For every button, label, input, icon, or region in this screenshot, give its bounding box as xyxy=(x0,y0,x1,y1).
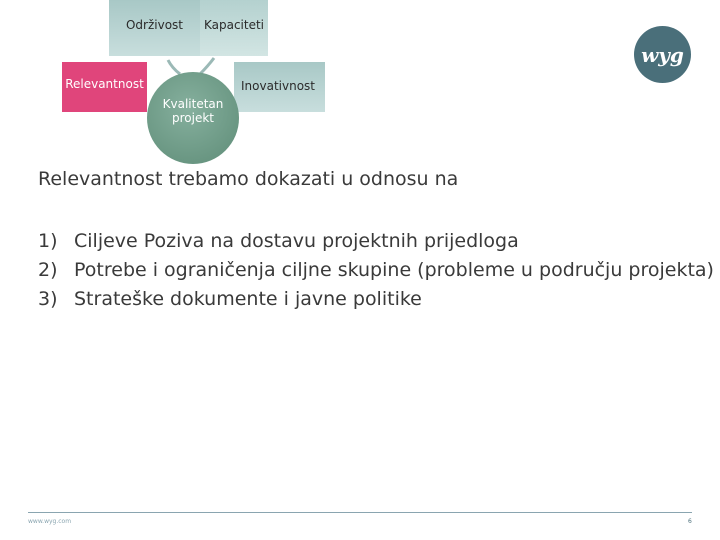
list-item-number: 3) xyxy=(38,288,58,310)
list-item xyxy=(38,227,714,256)
page-heading: Relevantnost trebamo dokazati u odnosu na xyxy=(38,168,459,190)
center-label-line2: projekt xyxy=(172,111,214,125)
footer-divider xyxy=(28,512,692,513)
list-item-number: 1) xyxy=(38,230,58,252)
list-item xyxy=(38,285,714,314)
list-item-text: Potrebe i ograničenja ciljne skupine (probleme u području projekta) xyxy=(74,259,714,281)
node-relevantnost-label: Relevantnost xyxy=(65,77,144,91)
footer-url: www.wyg.com xyxy=(28,518,72,525)
arrow-kapaciteti xyxy=(200,58,214,74)
center-label-line1: Kvalitetan xyxy=(162,97,224,111)
page-number: 6 xyxy=(688,518,692,525)
list-item-text: Strateške dokumente i javne politike xyxy=(74,288,422,310)
list-item xyxy=(38,256,714,285)
node-inovativnost-label: Inovativnost xyxy=(241,79,315,93)
logo-text: wyg xyxy=(641,42,684,67)
requirements-list xyxy=(38,227,714,314)
list-item-text: Ciljeve Poziva na dostavu projektnih prijedloga xyxy=(74,230,519,252)
wyg-logo xyxy=(634,26,691,83)
list-item-number: 2) xyxy=(38,259,58,281)
node-kapaciteti-label: Kapaciteti xyxy=(203,18,265,32)
node-odrzivost-label: Održivost xyxy=(125,18,184,32)
node-kvalitetan-projekt-label xyxy=(147,97,239,125)
arrow-odrzivost xyxy=(168,60,180,74)
